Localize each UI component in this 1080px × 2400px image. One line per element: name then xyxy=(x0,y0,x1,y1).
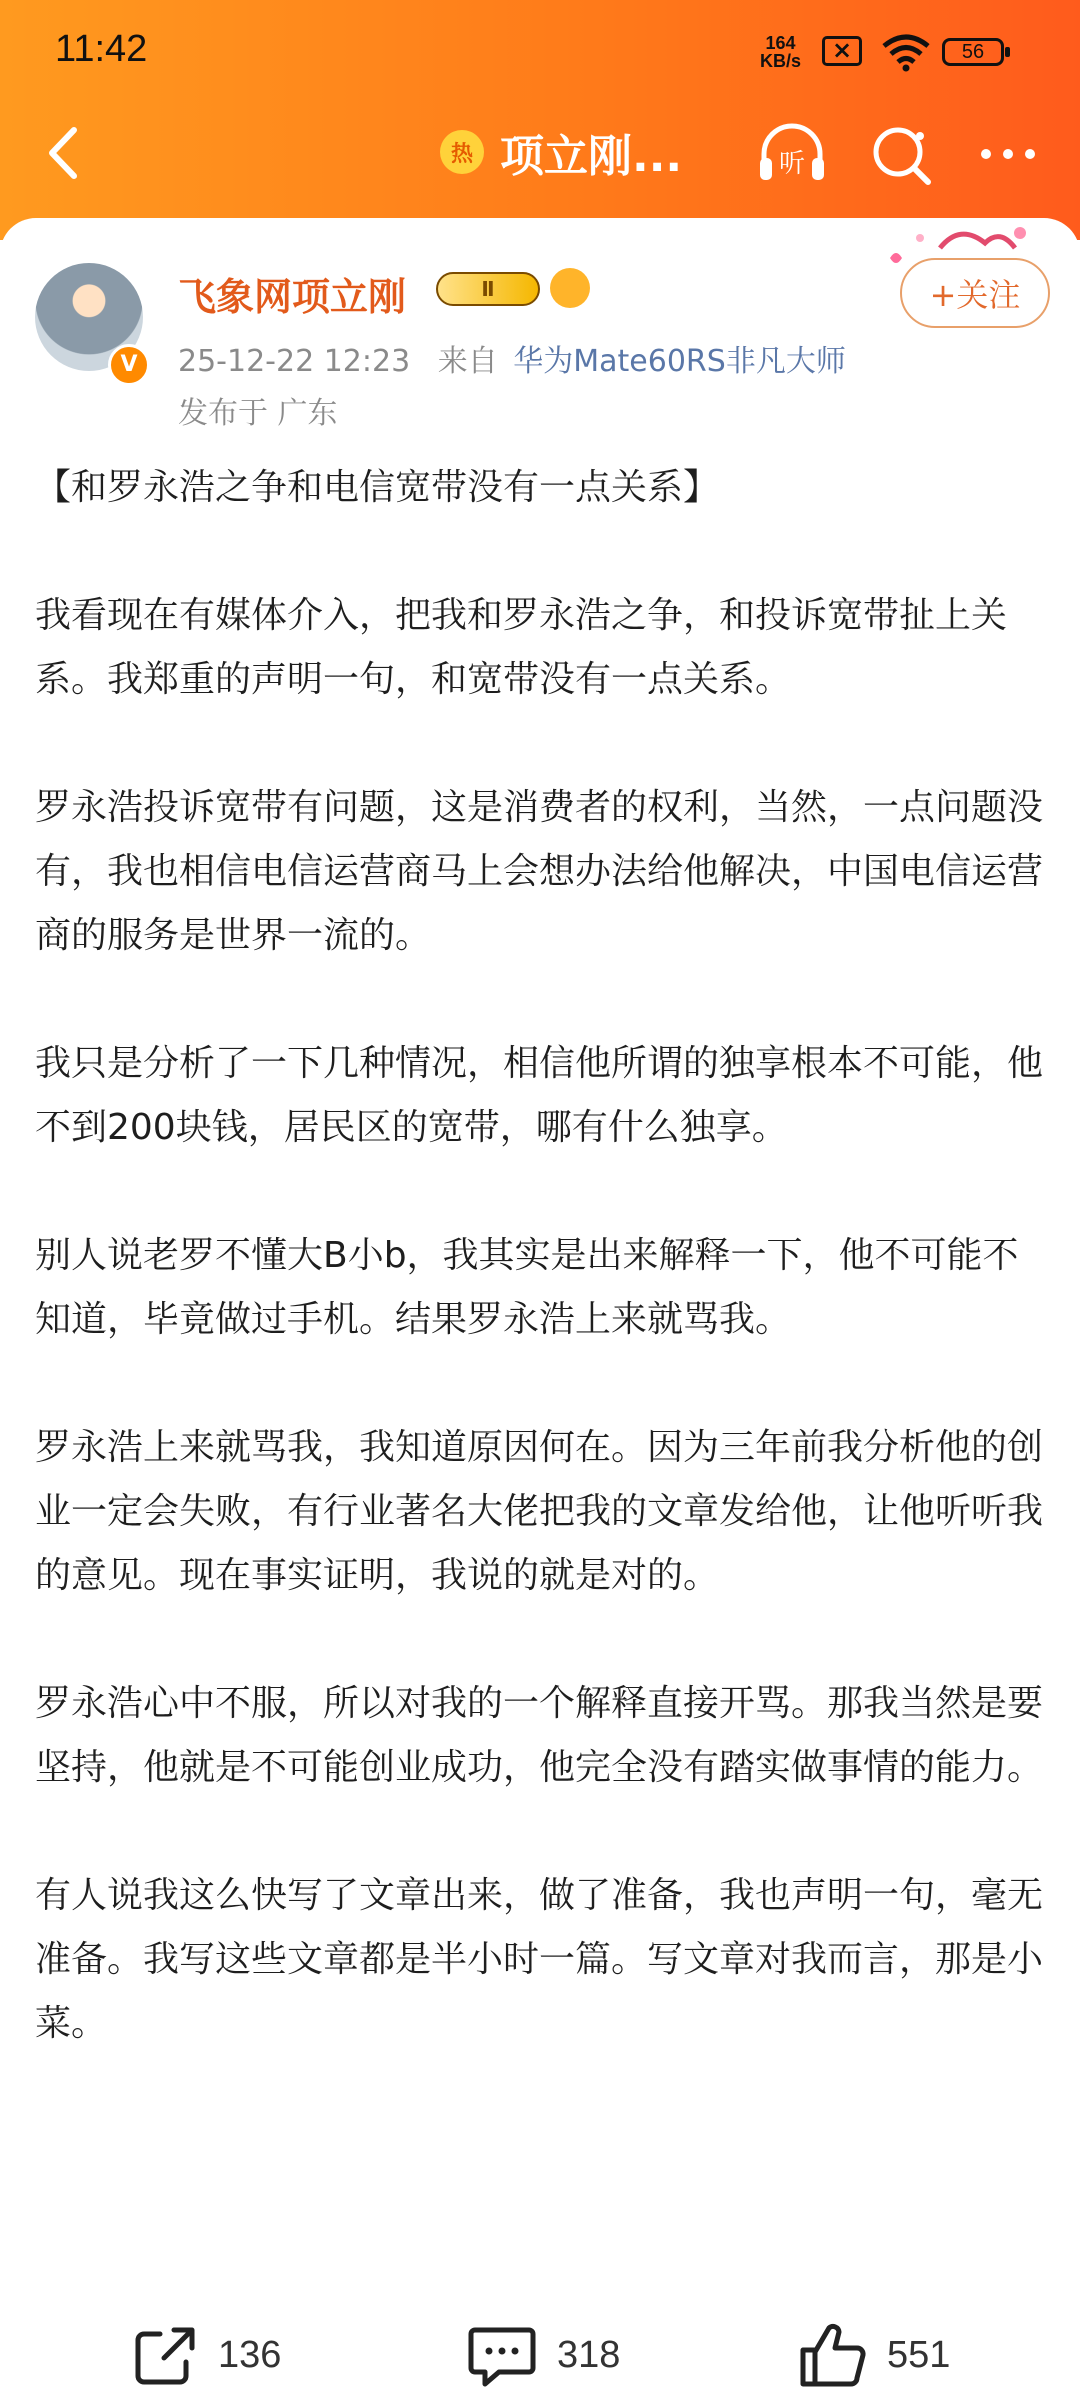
hot-badge-icon: 热 xyxy=(440,130,484,174)
post-datetime: 25-12-22 12:23 xyxy=(178,344,411,379)
listen-button[interactable] xyxy=(752,114,832,194)
network-speed-unit: KB/s xyxy=(760,51,802,71)
like-count: 551 xyxy=(887,2333,951,2376)
post-paragraph: 罗永浩上来就骂我，我知道原因何在。因为三年前我分析他的创业一定会失败，有行业著名大佬把我的文章发给他，让他听听我的意见。现在事实证明，我说的就是对的。 xyxy=(35,1427,1044,1596)
like-button[interactable] xyxy=(795,2320,950,2390)
post-location: 发布于 广东 xyxy=(178,396,338,431)
no-sim-icon: × xyxy=(822,36,862,66)
share-count: 136 xyxy=(218,2333,282,2376)
listen-label: 听 xyxy=(778,149,806,179)
thumbs-up-icon xyxy=(795,2320,869,2390)
fan-badge-icon xyxy=(550,268,590,308)
post-content xyxy=(35,456,1045,2120)
post-paragraph: 罗永浩心中不服，所以对我的一个解释直接开骂。那我当然是要坚持，他就是不可能创业成功，他完全没有踏实做事情的能力。 xyxy=(35,1683,1044,1788)
search-icon[interactable] xyxy=(862,114,942,194)
status-time: 11:42 xyxy=(55,28,148,70)
post-paragraph: 别人说老罗不懂大B小b，我其实是出来解释一下，他不可能不知道，毕竟做过手机。结果罗永浩上来就骂我。 xyxy=(35,1235,1019,1340)
back-icon[interactable] xyxy=(30,118,100,188)
more-icon[interactable] xyxy=(968,114,1048,194)
top-bar xyxy=(0,0,1080,240)
post-paragraph: 罗永浩投诉宽带有问题，这是消费者的权利，当然，一点问题没有，我也相信电信运营商马上会想办法给他解决，中国电信运营商的服务是世界一流的。 xyxy=(35,787,1044,956)
nav-title[interactable] xyxy=(440,122,682,182)
network-speed xyxy=(760,34,801,70)
post-paragraph: 我只是分析了一下几种情况，相信他所谓的独享根本不可能，他不到200块钱，居民区的宽带，哪有什么独享。 xyxy=(35,1043,1044,1148)
source-prefix: 来自 xyxy=(437,344,498,379)
post-paragraph: 有人说我这么快写了文章出来，做了准备，我也声明一句，毫无准备。我写这些文章都是半小时一篇。写文章对我而言，那是小菜。 xyxy=(35,1875,1044,2044)
author-name[interactable]: 飞象网项立刚 xyxy=(178,275,407,319)
post-paragraph: 我看现在有媒体介入，把我和罗永浩之争，和投诉宽带扯上关系。我郑重的声明一句，和宽带没有一点关系。 xyxy=(35,595,1008,700)
share-icon xyxy=(130,2320,200,2390)
action-bar xyxy=(0,2320,1080,2400)
post-card xyxy=(0,218,1080,2400)
wifi-icon xyxy=(880,32,932,72)
page-title: 项立刚... xyxy=(500,131,683,182)
follow-button[interactable]: +关注 xyxy=(900,258,1050,328)
network-speed-value: 164 xyxy=(765,33,796,53)
device-name[interactable]: 华为Mate60RS非凡大师 xyxy=(513,344,846,379)
share-button[interactable] xyxy=(130,2320,281,2390)
post-paragraph: 【和罗永浩之争和电信宽带没有一点关系】 xyxy=(35,467,720,508)
status-bar xyxy=(0,0,1080,100)
nav-bar xyxy=(0,100,1080,210)
comment-count: 318 xyxy=(557,2333,621,2376)
headphones-icon xyxy=(752,114,832,194)
verified-badge-icon: V xyxy=(108,344,150,386)
comment-button[interactable] xyxy=(465,2320,620,2390)
battery-indicator: 56 xyxy=(942,38,1004,66)
post-meta xyxy=(178,336,846,380)
comment-icon xyxy=(465,2320,539,2390)
level-badge-icon: Ⅱ xyxy=(436,272,540,306)
